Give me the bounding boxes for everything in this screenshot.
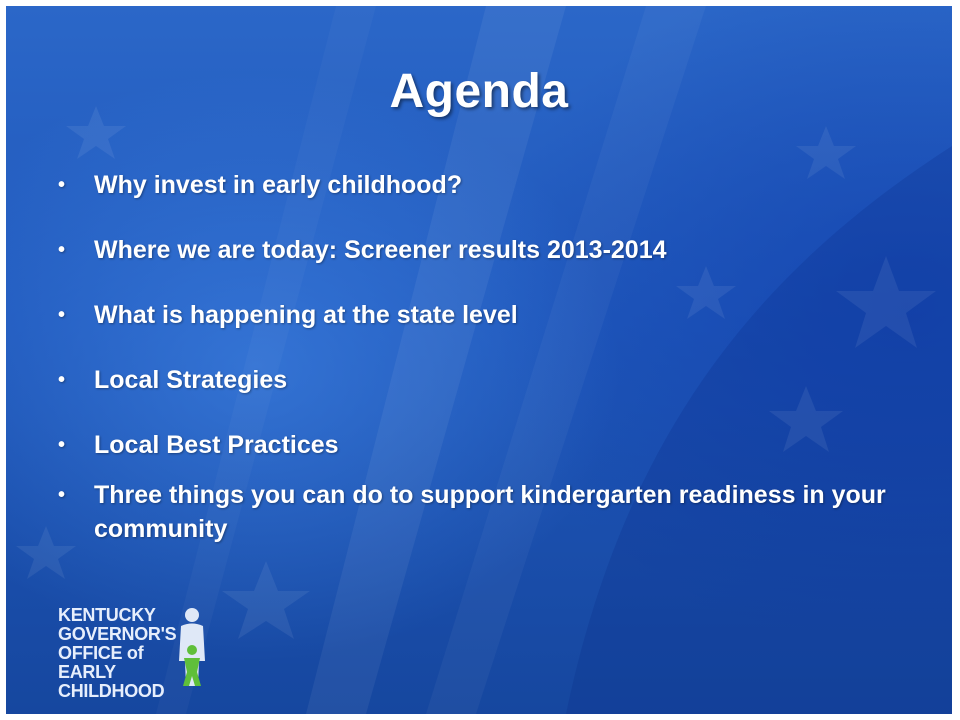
bullet-icon: • [58, 304, 66, 326]
logo-line: GOVERNOR'S [58, 624, 177, 644]
agenda-item [58, 233, 918, 267]
kentucky-early-childhood-logo [58, 605, 218, 701]
parent-child-figure-icon [168, 606, 216, 692]
agenda-item-text: Where we are today: Screener results 2013-2014 [94, 236, 667, 264]
agenda-item [58, 168, 918, 202]
agenda-item [58, 298, 918, 332]
logo-line: EARLY CHILDHOOD [58, 662, 165, 701]
slide-title: Agenda [389, 65, 569, 118]
agenda-item-text: Three things you can do to support kindergarten readiness in your community [94, 481, 886, 543]
logo-line: KENTUCKY [58, 605, 156, 625]
agenda-item [58, 478, 918, 546]
agenda-item-text: Why invest in early childhood? [94, 171, 463, 199]
bullet-icon: • [58, 434, 66, 456]
bullet-icon: • [58, 369, 66, 391]
agenda-item-text: Local Best Practices [94, 431, 339, 459]
bullet-icon: • [58, 174, 66, 196]
slide [6, 6, 952, 714]
agenda-item [58, 428, 918, 462]
bullet-icon: • [58, 484, 66, 506]
bullet-icon: • [58, 239, 66, 261]
star-decoration [222, 561, 310, 639]
logo-line: OFFICE of [58, 643, 144, 663]
agenda-item-text: Local Strategies [94, 366, 288, 394]
agenda-item-text: What is happening at the state level [94, 301, 518, 329]
agenda-list [58, 168, 918, 546]
agenda-item [58, 363, 918, 397]
